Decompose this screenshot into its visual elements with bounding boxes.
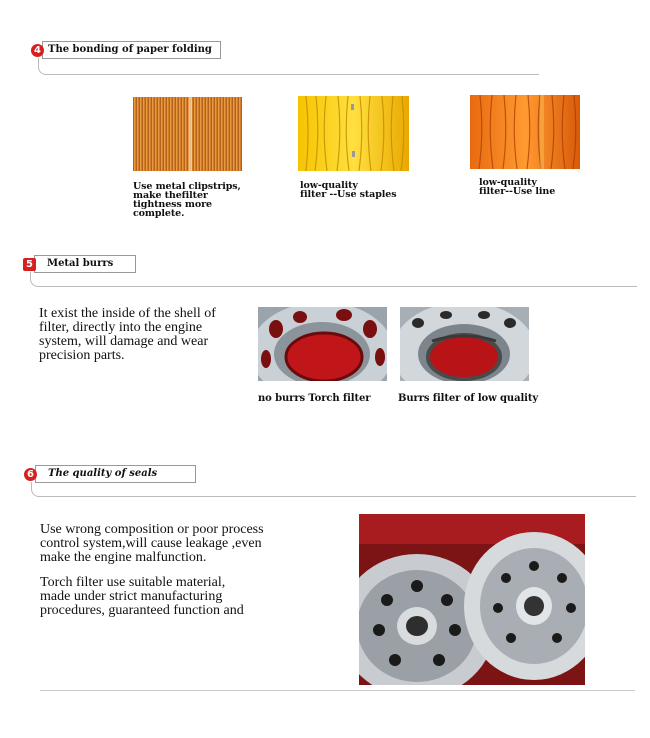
- section-6-header: [24, 465, 196, 483]
- section-rule: [31, 482, 636, 497]
- metal-clipstrip-filter-photo: [133, 97, 242, 171]
- bottom-divider: [40, 690, 635, 691]
- staples-filter-photo: [298, 96, 409, 171]
- no-burrs-filter-photo: [258, 307, 387, 381]
- caption-line: low-quality filter--Use line: [479, 177, 556, 197]
- section-title: Metal burrs: [34, 255, 136, 273]
- section-5-header: [23, 255, 136, 273]
- seals-paragraph-2: Torch filter use suitable material, made under strict manufacturing procedures, guaranteed function and: [40, 575, 244, 618]
- metal-burrs-paragraph: It exist the inside of the shell of filter, directly into the engine system, will damage and wear precision parts.: [39, 306, 216, 363]
- section-number-badge: 4: [31, 44, 44, 57]
- caption-burrs: Burrs filter of low quality: [398, 393, 539, 404]
- section-title: The bonding of paper folding: [42, 41, 221, 59]
- section-rule: [38, 58, 539, 75]
- section-rule: [30, 272, 637, 287]
- section-title: The quality of seals: [35, 465, 196, 483]
- section-number-badge: 6: [24, 468, 37, 481]
- caption-metal-clipstrips: Use metal clipstrips, make thefilter tightness more complete.: [133, 181, 241, 219]
- caption-staples: low-quality filter --Use staples: [300, 180, 397, 200]
- section-4-header: [31, 41, 221, 59]
- oil-filters-photo: [359, 514, 585, 685]
- caption-no-burrs: no burrs Torch filter: [258, 393, 371, 404]
- line-filter-photo: [470, 95, 580, 169]
- section-number-badge: 5: [23, 258, 36, 271]
- seals-paragraph-1: Use wrong composition or poor process control system,will cause leakage ,even make the engine malfunction.: [40, 522, 264, 565]
- burrs-filter-photo: [400, 307, 529, 381]
